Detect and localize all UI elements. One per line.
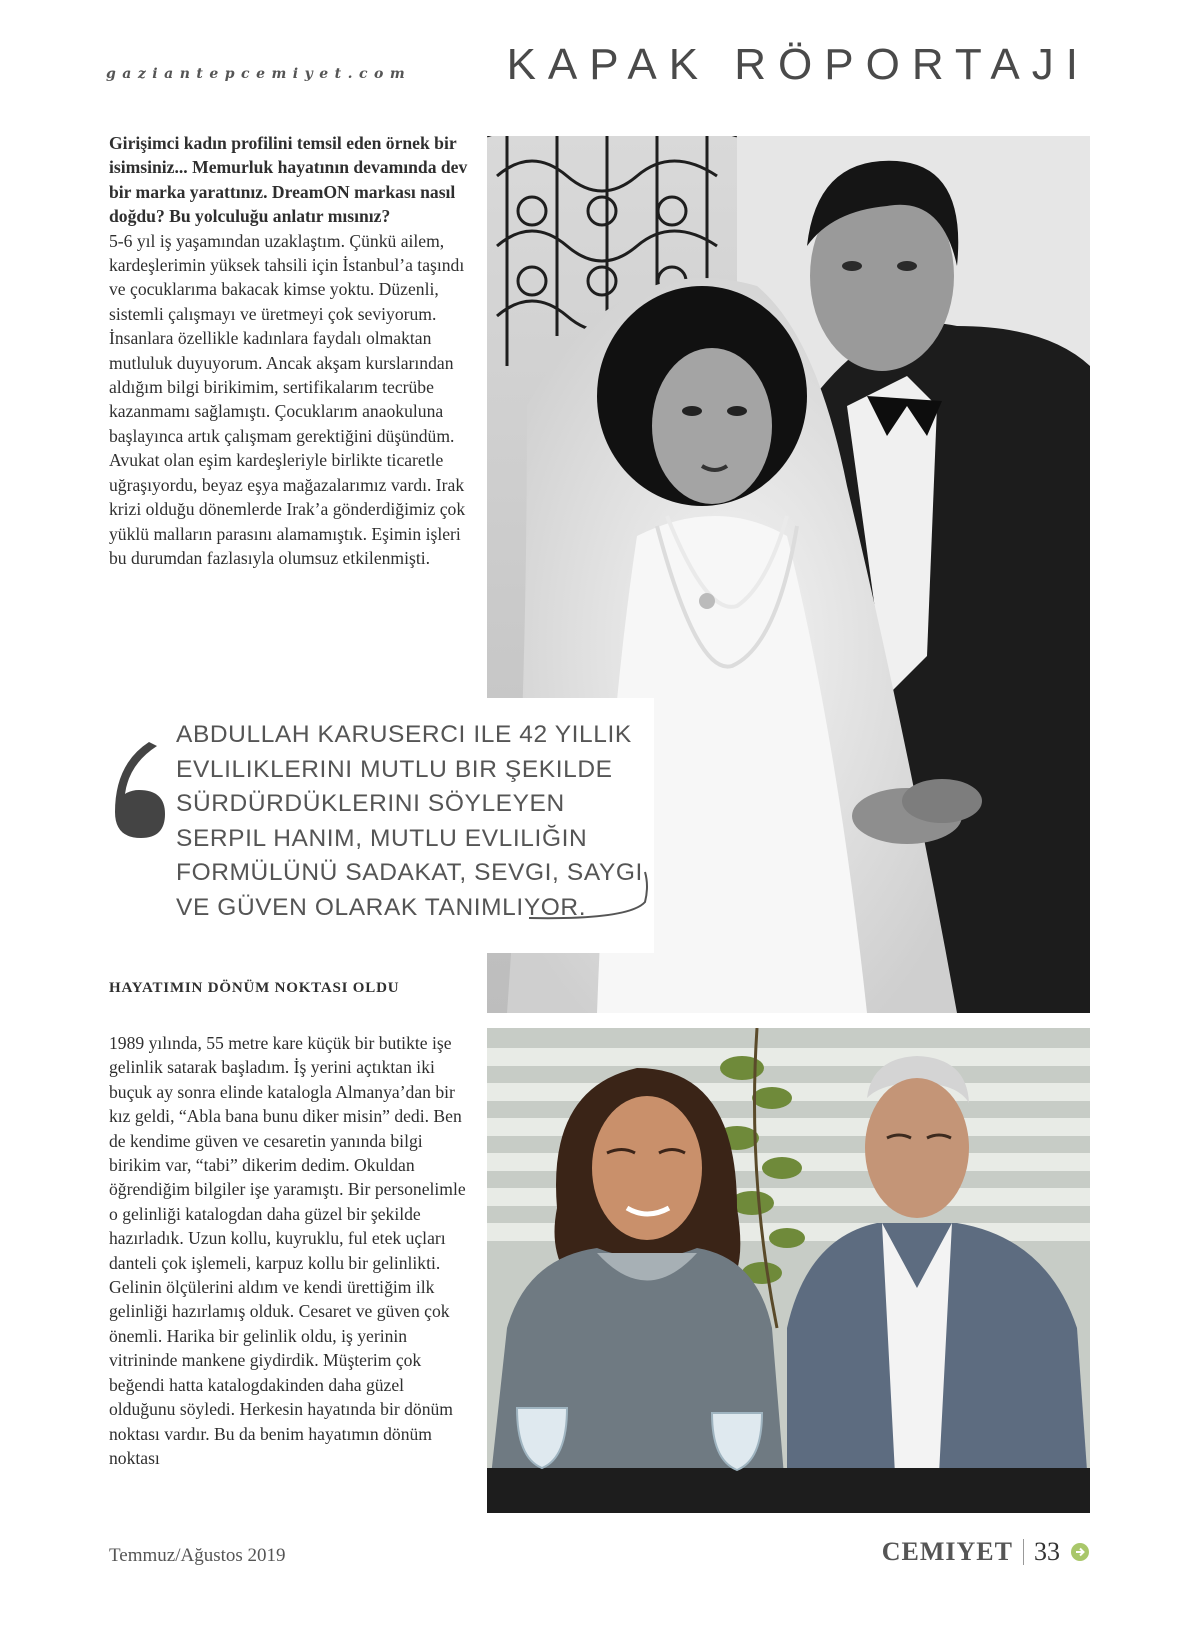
pull-quote <box>109 698 654 953</box>
issue-date: Temmuz/Ağustos 2019 <box>109 1545 286 1566</box>
quote-tail-icon <box>529 866 651 926</box>
divider <box>1023 1539 1024 1565</box>
pull-quote-text: ABDULLAH KARUSERCI ILE 42 YILLIK EVLILIKLERINI MUTLU BIR ŞEKILDE SÜRDÜRDÜKLERINI SÖYLEYEN SERPIL HANIM, MUTLU EVLILIĞIN FORMÜLÜNÜ SADAKAT, SEVGI, SAYGI VE GÜVEN OLARAK TANIMLIYOR. <box>176 721 643 921</box>
subheading: HAYATIMIN DÖNÜM NOKTASI OLDU <box>109 980 400 996</box>
footer-brand <box>882 1537 1090 1567</box>
page-number: 33 <box>1034 1537 1060 1566</box>
interview-question: Girişimci kadın profilini temsil eden örnek bir isimsiniz... Memurluk hayatının devamında dev bir marka yarattınız. DreamON markası nasıl doğdu? Bu yolculuğu anlatır mısınız? <box>109 133 468 227</box>
magazine-logo: CEMIYET <box>881 1537 1013 1566</box>
interview-answer: 5-6 yıl iş yaşamından uzaklaştım. Çünkü ailem, kardeşlerimin yüksek tahsili için İstanbul’a taşındı ve çocuklarıma bakacak kimse yoktu. Düzenli, sistemli çalışmayı ve üretmeyi çok seviyorum. İnsanlara özellikle kadınlara faydalı olmaktan mutluluk duyuyorum. Ancak akşam kurslarından aldığım bilgi birikimim, sertifikalarım tecrübe kazanmamı sağlamıştı. Çocuklarım anaokuluna başlayınca artık çalışmam gerektiğini düşündüm. Avukat olan eşim kardeşleriyle birlikte ticaretle uğraşıyordu, beyaz eşya mağazalarımız vardı. Irak krizi olduğu dönemlerde Irak’a gönderdiğimiz çok yüklü malların parasını alamamıştık. Eşimin işleri bu durumdan fazlasıyla olumsuz etkilenmişti. <box>109 230 466 568</box>
section-title: KAPAK RÖPORTAJI <box>506 40 1090 89</box>
site-url[interactable]: gaziantepcemiyet.com <box>106 66 412 82</box>
story-text: 1989 yılında, 55 metre kare küçük bir butikte işe gelinlik satarak başladım. İş yerini açtıktan iki buçuk ay sonra elinde katalogla Almanya’dan bir kız geldi, “Abla bana bunu diker misin” dedi. Ben de kendime güven ve cesaretin yanında bilgi birikim var, “tabi” dikerim dedim. Okuldan öğrendiğim bilgiler işe yaramıştı. Bir personelimle o gelinliği katalogdan daha güzel bir şekilde hazırladık. Uzun kollu, kuyruklu, ful etek uçları danteli çok işlemeli, karpuz kollu bir gelinlikti. Gelinin ölçülerini aldım ve kendi ürettiğim ilk gelinliği hazırlamış olduk. Cesaret ve güven çok önemli. Harika bir gelinlik oldu, iş yerinin vitrininde mankene giydirdik. Müşterim çok beğendi hatta katalogdakinden daha güzel olduğunu söyledi. Herkesin hayatında bir dönüm noktası vardır. Bu da benim hayatımın dönüm noktası <box>109 1033 466 1468</box>
next-page-arrow-icon[interactable] <box>1070 1542 1090 1562</box>
question-block <box>109 131 471 570</box>
quote-mark-icon <box>109 734 173 844</box>
couple-photo <box>487 1028 1090 1513</box>
